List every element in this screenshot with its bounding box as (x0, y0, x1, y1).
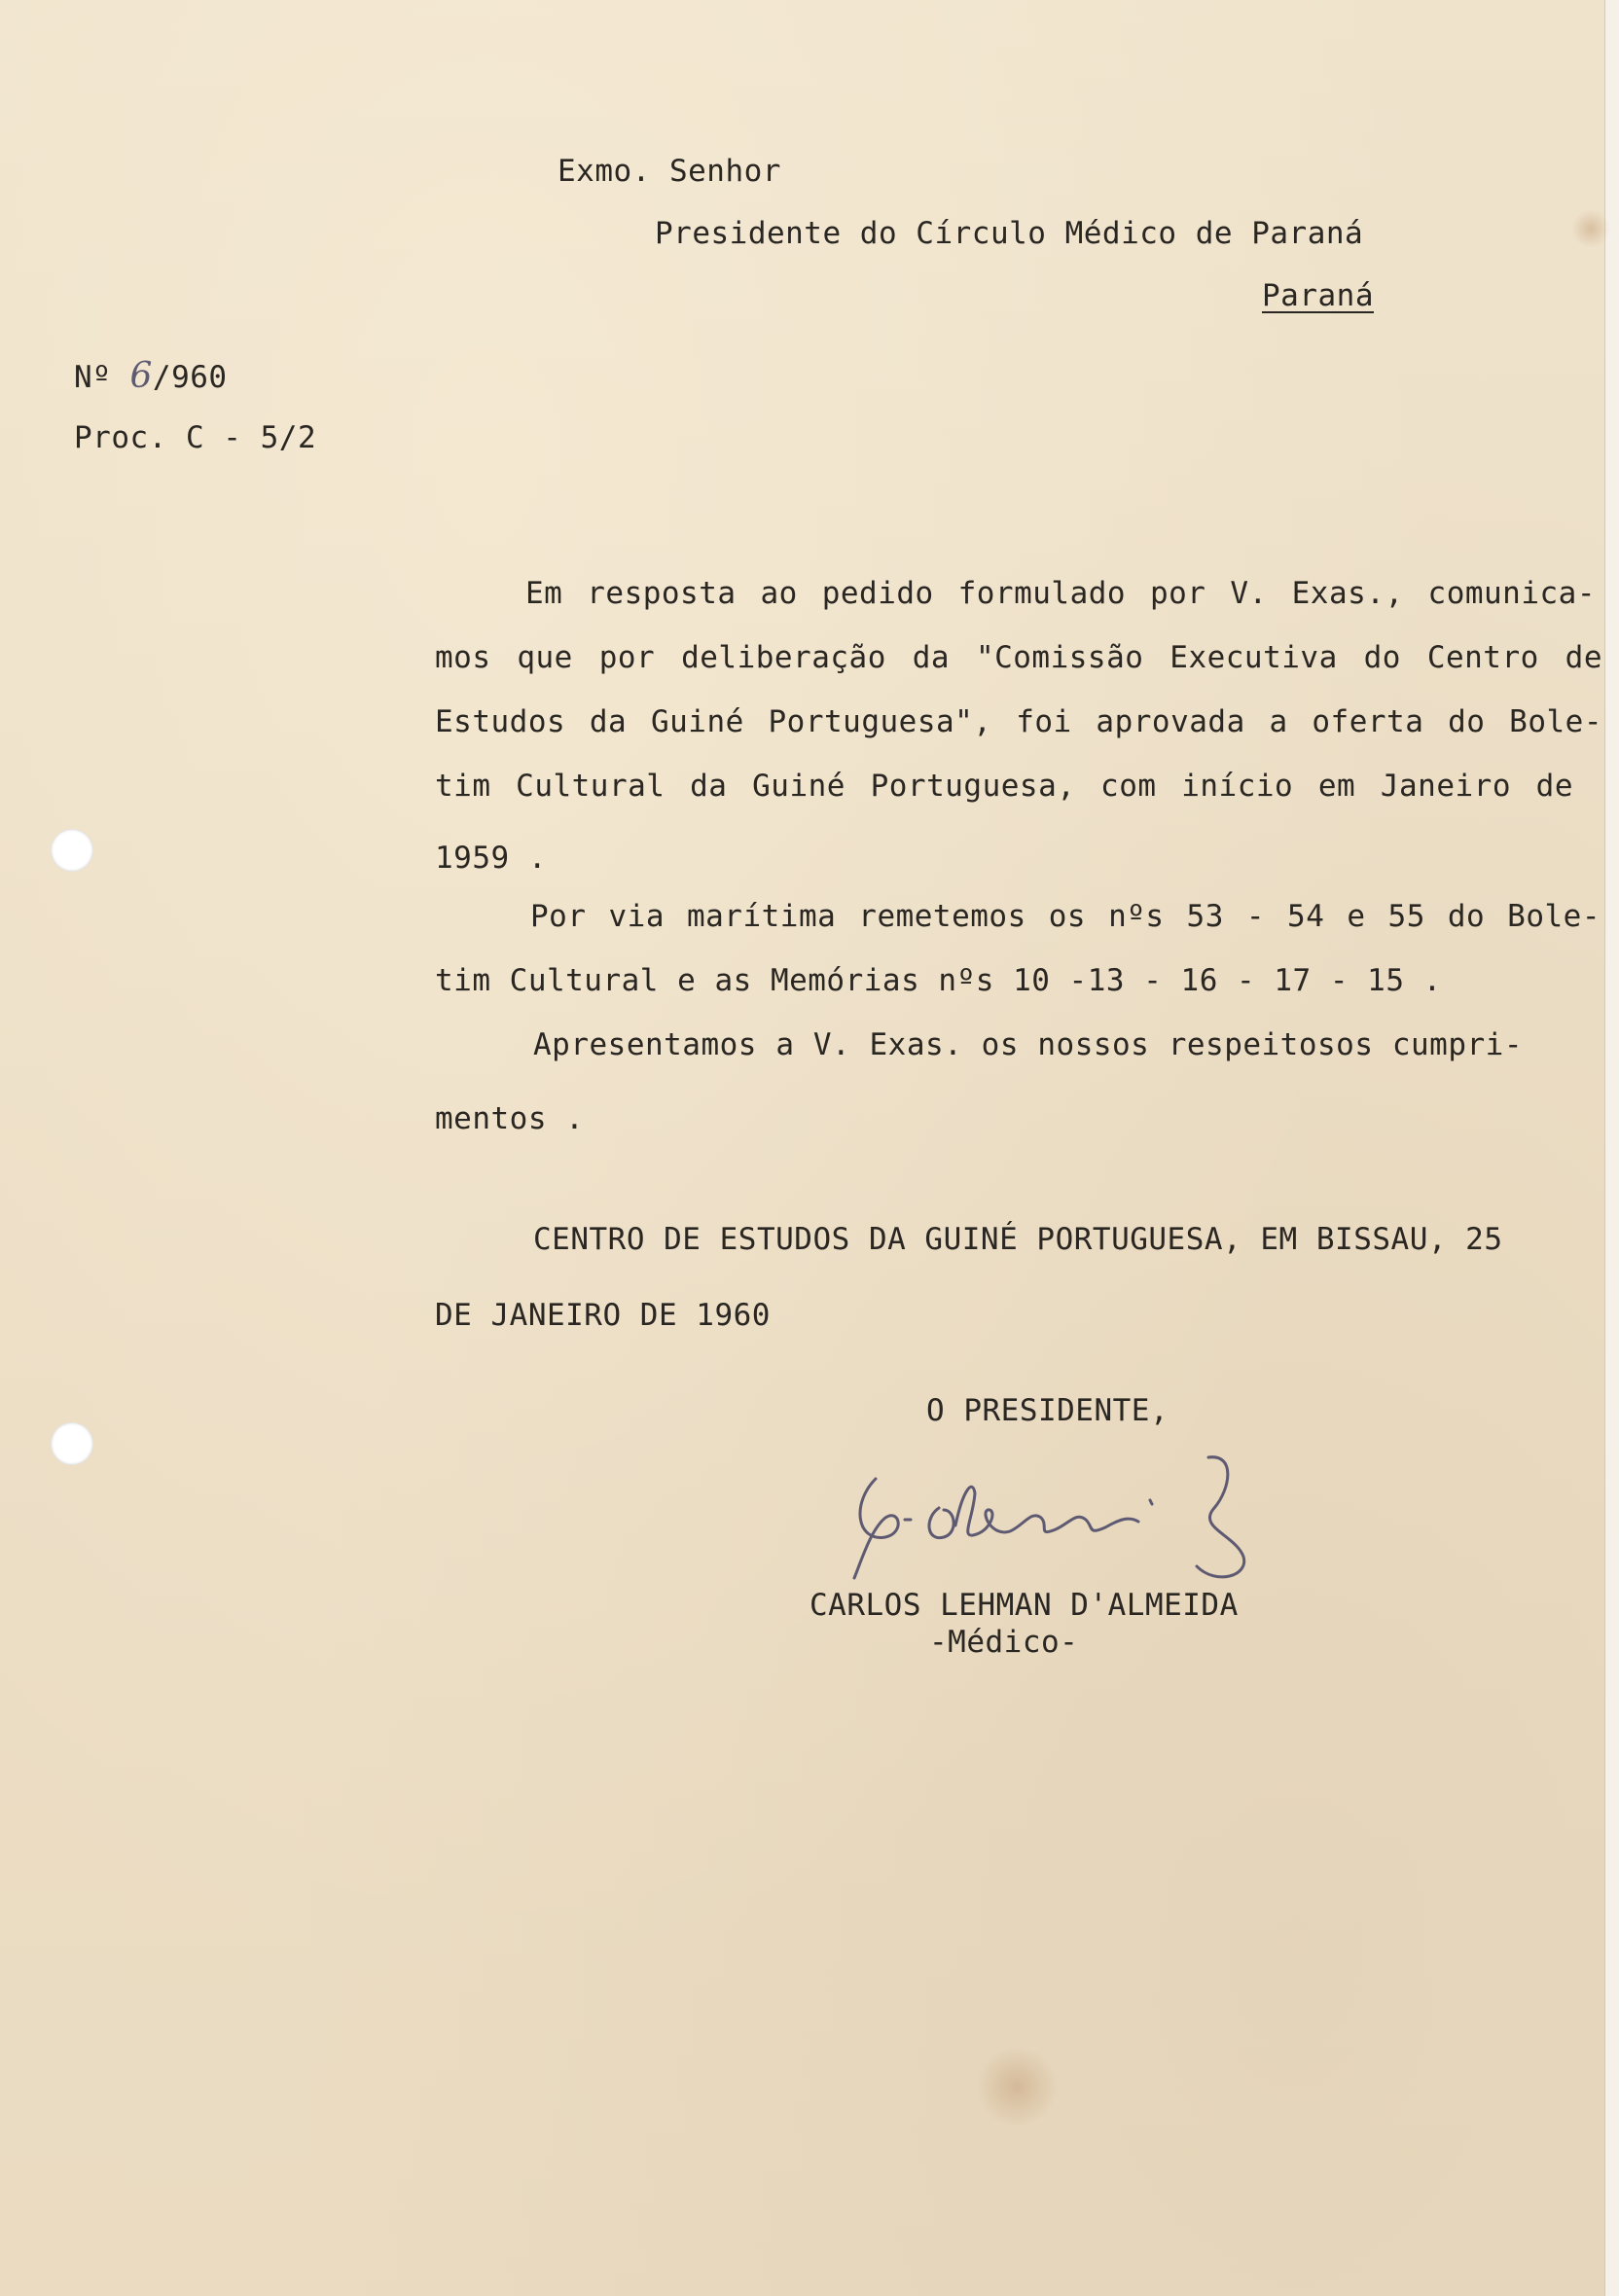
body-line: Apresentamos a V. Exas. os nossos respeitosos cumpri- (533, 1027, 1523, 1062)
handwritten-signature (846, 1450, 1275, 1586)
body-line: mos que por deliberação da "Comissão Executiva do Centro de (435, 640, 1602, 675)
body-line: mentos . (435, 1101, 585, 1136)
paper-edge (1604, 0, 1619, 2296)
body-line: tim Cultural e as Memórias nºs 10 -13 - 16 - 17 - 15 . (435, 963, 1442, 998)
body-line: Por via marítima remetemos os nºs 53 - 54 e 55 do Bole- (530, 899, 1601, 934)
closing-line: CENTRO DE ESTUDOS DA GUINÉ PORTUGUESA, EM BISSAU, 25 (533, 1222, 1503, 1257)
body-line: Em resposta ao pedido formulado por V. Exas., comunica- (525, 576, 1596, 611)
addressee-city: Paraná (1262, 278, 1374, 313)
reference-number (74, 356, 228, 396)
body-line: tim Cultural da Guiné Portuguesa, com início em Janeiro de (435, 769, 1573, 804)
closing-line: DE JANEIRO DE 1960 (435, 1298, 771, 1333)
reference-suffix: /960 (152, 360, 228, 395)
reference-prefix: Nº (74, 360, 112, 395)
paper-stain (973, 2048, 1061, 2126)
reference-handwritten-number: 6 (129, 356, 153, 396)
signer-name: CARLOS LEHMAN D'ALMEIDA (810, 1588, 1239, 1623)
punch-hole-bottom (51, 1422, 93, 1465)
paper-stain (1571, 209, 1610, 248)
addressee: Presidente do Círculo Médico de Paraná (655, 216, 1364, 251)
punch-hole-top (51, 829, 93, 872)
body-line: Estudos da Guiné Portuguesa", foi aprovada a oferta do Bole- (435, 704, 1602, 739)
body-line: 1959 . (435, 841, 547, 876)
signer-role: -Médico- (929, 1625, 1079, 1660)
process-reference: Proc. C - 5/2 (74, 420, 317, 455)
salutation: Exmo. Senhor (558, 154, 781, 189)
signature-title: O PRESIDENTE, (926, 1393, 1169, 1428)
